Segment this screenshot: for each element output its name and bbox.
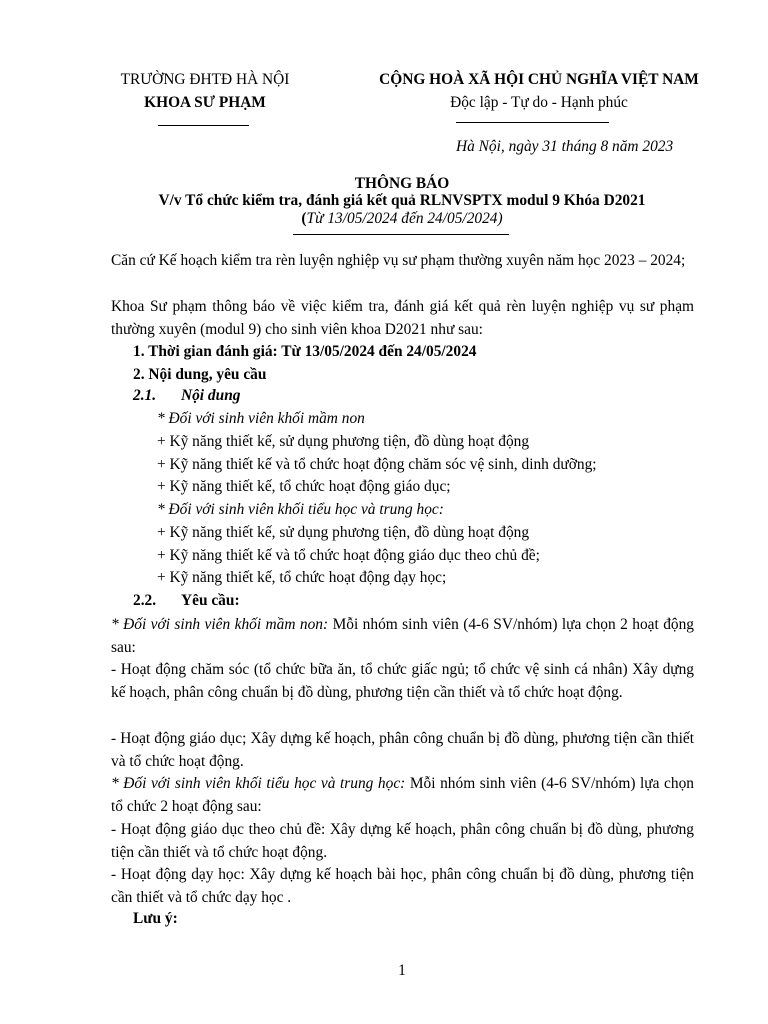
document-subject: V/v Tổ chức kiểm tra, đánh giá kết quả RLNVSPTX modul 9 Khóa D2021 [158, 192, 646, 209]
preschool-item-1: + Kỹ năng thiết kế, sử dụng phương tiện, đồ dùng hoạt động [157, 433, 530, 450]
requirement-preschool-text: Mỗi nhóm sinh viên (4-6 SV/nhóm) lựa chọn 2 hoạt động sau: [111, 616, 694, 656]
document-title: THÔNG BÁO [354, 175, 450, 192]
document-date-range [100, 210, 704, 228]
date-range-text: Từ 13/05/2024 đến 24/05/2024) [306, 210, 503, 227]
title-rule [293, 234, 509, 235]
section-2-2-number: 2.2. [133, 592, 157, 609]
nation-title: CỘNG HOÀ XÃ HỘI CHỦ NGHĨA VIỆT NAM [379, 71, 699, 88]
primary-secondary-item-3: + Kỹ năng thiết kế, tổ chức hoạt động dạy học; [157, 569, 447, 586]
header-right-rule [456, 122, 609, 123]
requirement-preschool-b: - Hoạt động giáo dục; Xây dựng kế hoạch, phân công chuẩn bị đồ dùng, phương tiện cần thiết và tổ chức hoạt động. [111, 730, 694, 770]
section-2-1-number: 2.1. [133, 387, 157, 404]
section-2-heading: 2. Nội dung, yêu cầu [133, 366, 267, 383]
faculty-name: KHOA SƯ PHẠM [144, 94, 266, 111]
header-left-rule [158, 125, 249, 126]
note-label: Lưu ý: [133, 910, 178, 927]
requirement-preschool [111, 614, 694, 659]
primary-secondary-item-1: + Kỹ năng thiết kế, sử dụng phương tiện, đồ dùng hoạt động [157, 524, 530, 541]
page-number: 1 [398, 962, 406, 979]
school-name: TRƯỜNG ĐHTĐ HÀ NỘI [120, 71, 290, 88]
primary-secondary-heading: * Đối với sinh viên khối tiểu học và trung học: [157, 501, 444, 518]
section-2-2-title: Yêu cầu: [181, 592, 240, 609]
paragraph-basis-text: Căn cứ Kế hoạch kiểm tra rèn luyện nghiệp vụ sư phạm thường xuyên năm học 2023 – 2024; [111, 252, 686, 269]
paragraph-announce-text: Khoa Sư phạm thông báo về việc kiểm tra, đánh giá kết quả rèn luyện nghiệp vụ sư phạm thường xuyên (modul 9) cho sinh viên khoa D2021 như sau: [111, 298, 694, 338]
paragraph-announce [111, 296, 694, 341]
preschool-item-3: + Kỹ năng thiết kế, tổ chức hoạt động giáo dục; [157, 478, 451, 495]
requirement-primary-secondary-a: - Hoạt động giáo dục theo chủ đề: Xây dựng kế hoạch, phân công chuẩn bị đồ dùng, phương tiện cần thiết và tổ chức hoạt động. [111, 821, 694, 861]
requirement-preschool-lead: * Đối với sinh viên khối mầm non: [111, 616, 329, 633]
requirement-primary-secondary-b: - Hoạt động dạy học: Xây dựng kế hoạch bài học, phân công chuẩn bị đồ dùng, phương tiện cần thiết và tổ chức dạy học . [111, 866, 694, 906]
requirement-primary-secondary [111, 773, 694, 818]
document-date: Hà Nội, ngày 31 tháng 8 năm 2023 [456, 138, 674, 155]
paragraph-basis [111, 250, 694, 273]
requirement-primary-secondary-text: Mỗi nhóm sinh viên (4-6 SV/nhóm) lựa chọn tổ chức 2 hoạt động sau: [111, 775, 694, 815]
preschool-item-2: + Kỹ năng thiết kế và tổ chức hoạt động chăm sóc vệ sinh, dinh dưỡng; [157, 456, 597, 473]
date-range-open: ( [301, 210, 307, 227]
section-1-heading: 1. Thời gian đánh giá: Từ 13/05/2024 đến 24/05/2024 [133, 343, 477, 360]
section-2-1-title: Nội dung [181, 387, 241, 404]
nation-motto: Độc lập - Tự do - Hạnh phúc [450, 94, 628, 111]
preschool-heading: * Đối với sinh viên khối mầm non [157, 410, 365, 427]
primary-secondary-item-2: + Kỹ năng thiết kế và tổ chức hoạt động giáo dục theo chủ đề; [157, 547, 540, 564]
requirement-preschool-a: - Hoạt động chăm sóc (tổ chức bữa ăn, tổ chức giấc ngủ; tổ chức vệ sinh cá nhân) Xây dựng kế hoạch, phân công chuẩn bị đồ dùng, phương tiện cần thiết và tổ chức hoạt động. [111, 661, 694, 701]
requirement-primary-secondary-lead: * Đối với sinh viên khối tiểu học và trung học: [111, 775, 406, 792]
